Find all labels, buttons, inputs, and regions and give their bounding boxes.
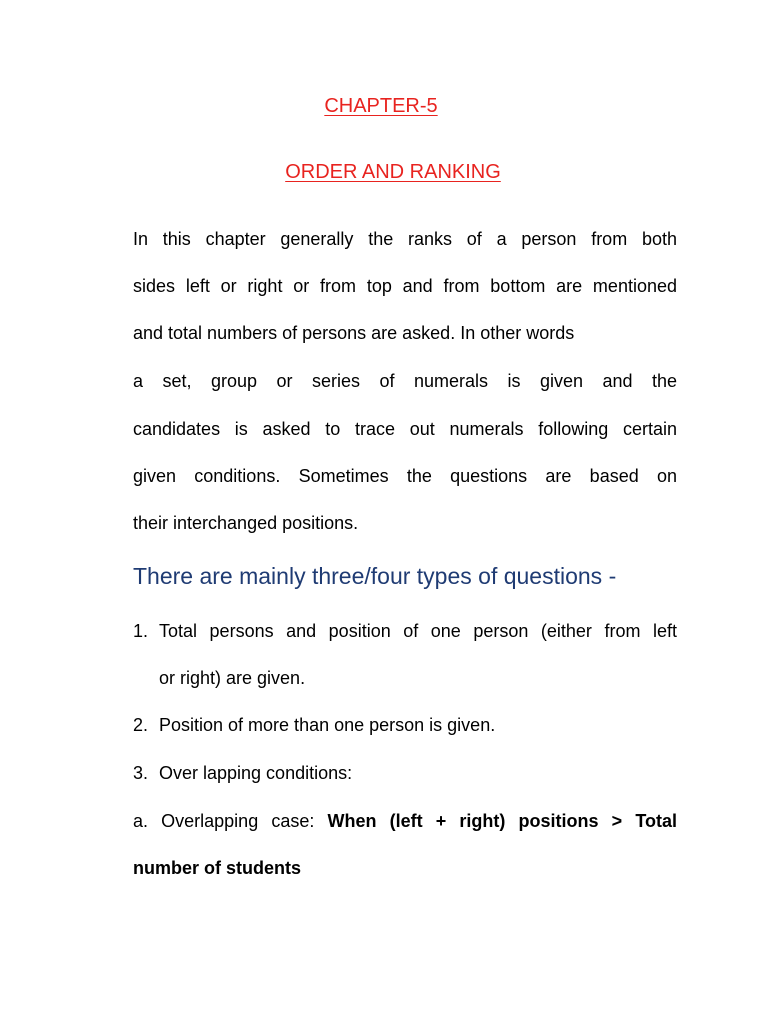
- list-item-text: or right) are given.: [159, 668, 306, 688]
- overlap-case-line: [133, 856, 301, 880]
- list-item-text: Total persons and position of one person (either from left: [159, 621, 677, 641]
- list-item-text: Position of more than one person is given.: [159, 715, 496, 735]
- intro-line: and total numbers of persons are asked. In other words: [133, 323, 575, 343]
- intro-line: candidates is asked to trace out numerals following certain: [133, 419, 677, 439]
- intro-line: a set, group or series of numerals is given and the: [133, 371, 677, 391]
- list-item-text: Over lapping conditions:: [159, 763, 353, 783]
- overlap-case-line: [133, 809, 677, 833]
- intro-line: sides left or right or from top and from bottom are mentioned: [133, 276, 677, 296]
- list-item-number: 1.: [133, 621, 149, 641]
- section-title: ORDER AND RANKING: [285, 161, 501, 183]
- list-item-number: 2.: [133, 715, 149, 735]
- intro-line: given conditions. Sometimes the questions are based on: [133, 466, 677, 486]
- types-heading: There are mainly three/four types of questions -: [133, 563, 617, 589]
- overlap-case-condition-cont: number of students: [133, 858, 302, 878]
- list-item-number: 3.: [133, 763, 149, 783]
- chapter-title: CHAPTER-5: [324, 95, 438, 117]
- intro-line: their interchanged positions.: [133, 513, 359, 533]
- overlap-case-condition: When (left + right) positions > Total: [327, 811, 677, 831]
- intro-line: In this chapter generally the ranks of a person from both: [133, 229, 677, 249]
- overlap-case-label: a. Overlapping case:: [133, 811, 328, 831]
